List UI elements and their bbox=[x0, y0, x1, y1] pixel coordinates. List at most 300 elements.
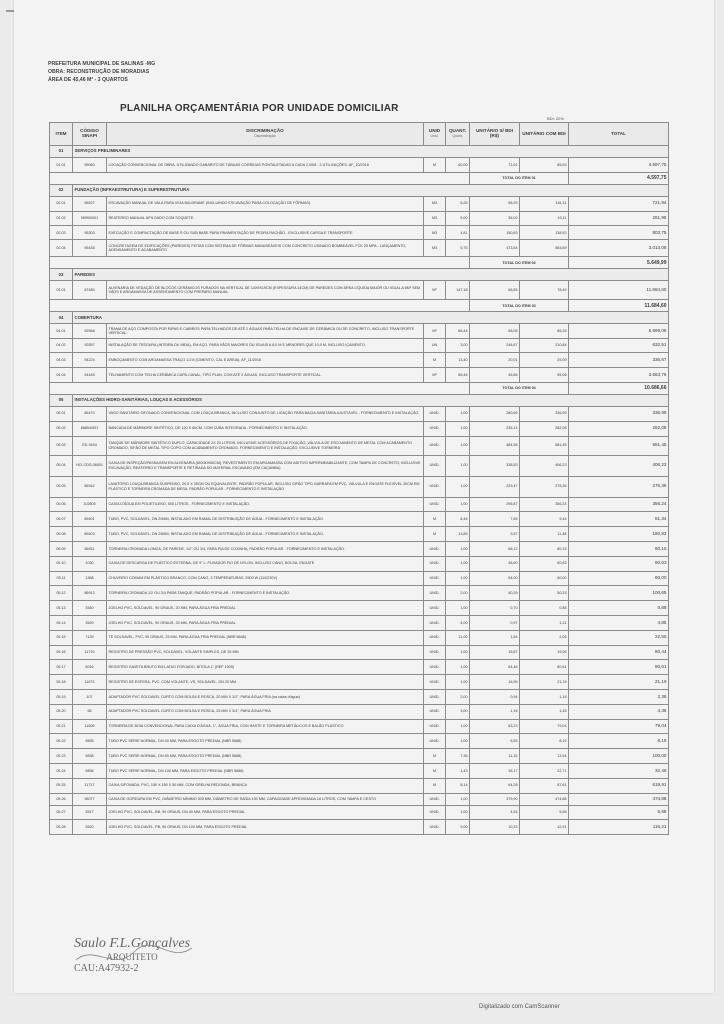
table-row bbox=[50, 749, 669, 764]
item-unit-price: 484,56 bbox=[470, 436, 520, 455]
section-row bbox=[50, 184, 669, 196]
item-description: LOCAÇÃO CONVENCIONAL DE OBRA, UTILIZANDO GABARITO DE TÁBUAS CORRIDAS PONTALETADAS A CADA 2,00M - 2 UTILIZAÇÕES. AF_10/2018 bbox=[107, 158, 424, 173]
total-spacer bbox=[50, 300, 470, 312]
item-quantity: 1,00 bbox=[446, 793, 470, 805]
section-total-value: 10.686,66 bbox=[569, 382, 669, 394]
item-number: 05.22 bbox=[50, 734, 73, 749]
item-unit-price-bdi: 1,45 bbox=[520, 704, 569, 719]
item-total: 60,63 bbox=[569, 556, 669, 571]
item-quantity: 66,44 bbox=[446, 367, 470, 382]
item-unit-price-bdi: 282,08 bbox=[520, 421, 569, 436]
item-number: 05.13 bbox=[50, 601, 73, 616]
sinapi-code: 87480 bbox=[73, 281, 107, 300]
item-unit-price-bdi: 5,68 bbox=[520, 805, 569, 820]
sinapi-code: 95435 bbox=[73, 240, 107, 257]
item-unit-price: 64,46 bbox=[470, 660, 520, 675]
item-number: 05.20 bbox=[50, 704, 73, 719]
section-total-row bbox=[50, 257, 669, 269]
item-quantity: 147,18 bbox=[446, 281, 470, 300]
item-unit-price-bdi: 0,88 bbox=[520, 601, 569, 616]
item-quantity: 3,00 bbox=[446, 339, 470, 353]
table-row bbox=[50, 226, 669, 240]
item-quantity: 1,00 bbox=[446, 556, 470, 571]
item-unit-price: 0,70 bbox=[470, 601, 520, 616]
item-description: JOELHO PVC, SOLDAVEL, 90 GRAUS, 20 MM, PARA ÁGUA FRIA PREDIAL bbox=[107, 601, 424, 616]
col-description: DISCRIMINAÇÃO Discriminação bbox=[107, 123, 424, 146]
item-number: 05.06 bbox=[50, 497, 73, 512]
signature-title: ARQUITETO bbox=[106, 952, 158, 962]
table-row bbox=[50, 158, 669, 173]
item-total: 406,23 bbox=[569, 455, 669, 476]
section-total-row bbox=[50, 172, 669, 184]
item-total: 581,45 bbox=[569, 436, 669, 455]
item-quantity: 7,36 bbox=[446, 749, 470, 764]
item-unit: UNID. bbox=[424, 406, 446, 421]
table-row bbox=[50, 541, 669, 556]
table-row bbox=[50, 704, 669, 719]
table-row bbox=[50, 211, 669, 226]
item-quantity: 1,43 bbox=[446, 763, 470, 778]
item-unit-price: 10,33 bbox=[470, 820, 520, 835]
header-municipality: PREFEITURA MUNICIPAL DE SALINAS -MG bbox=[48, 61, 156, 67]
item-number: 02.01 bbox=[50, 196, 73, 211]
item-unit-price: 229,47 bbox=[470, 476, 520, 497]
item-description: JOELHO PVC, SOLDAVEL, 90 GRAUS, 25 MM, PARA ÁGUA FRIA PREDIAL bbox=[107, 615, 424, 630]
item-unit-price-bdi: 86,26 bbox=[520, 324, 569, 339]
item-unit: UNID. bbox=[424, 820, 446, 835]
item-total: 4.597,75 bbox=[569, 158, 669, 173]
item-unit: UNID. bbox=[424, 734, 446, 749]
item-total: 474,88 bbox=[569, 793, 669, 805]
item-description: TUBO PVC SERIE NORMAL, DN 100 MM, PARA ESGOTO PREDIAL (NBR 5688) bbox=[107, 763, 424, 778]
item-total: 336,99 bbox=[569, 406, 669, 421]
item-quantity: 1,00 bbox=[446, 541, 470, 556]
table-row bbox=[50, 660, 669, 675]
item-number: 05.19 bbox=[50, 689, 73, 704]
item-unit: M² bbox=[424, 367, 446, 382]
item-unit-price-bdi: 25,09 bbox=[520, 353, 569, 368]
item-description: CAIXA DE GORDURA EM PVC, DIÂMETRO MÍNIMO 300 MM, DIÂMETRO DE SAÍDA 100 MM, CAPACIDADE APROXIMADA 18 LITROS, COM TAMPA E CESTO bbox=[107, 793, 424, 805]
item-quantity: 1,00 bbox=[446, 436, 470, 455]
col-unit-price-bdi: UNITÁRIO COM BDI bbox=[520, 123, 569, 146]
section-total-value: 5.649,99 bbox=[569, 257, 669, 269]
item-total: 619,91 bbox=[569, 778, 669, 793]
item-total: 100,65 bbox=[569, 586, 669, 601]
item-unit-price: 7,85 bbox=[470, 512, 520, 527]
item-number: 05.12 bbox=[50, 586, 73, 601]
sinapi-code: 1030 bbox=[73, 556, 107, 571]
item-description: TE SOLDAVEL, PVC, 90 GRAUS, 25 MM, PARA ÁGUA FRIA PREDIAL (NBR 5648) bbox=[107, 630, 424, 645]
sinapi-code: HCI-CDS-06001 bbox=[73, 455, 107, 476]
signature-name: Saulo F.L.Gonçalves bbox=[74, 936, 191, 951]
item-description: CAIXA SIFONADA, PVC, 150 X 150 X 50 MM, COM GRELHA REDONDA, BRANCA bbox=[107, 778, 424, 793]
item-unit: UNID. bbox=[424, 704, 446, 719]
item-unit-price: 235,14 bbox=[470, 421, 520, 436]
table-row bbox=[50, 630, 669, 645]
item-unit-price-bdi: 275,36 bbox=[520, 476, 569, 497]
item-description: TUBO PVC SERIE NORMAL, DN 40 MM, PARA ESGOTO PREDIAL (NBR 5688) bbox=[107, 734, 424, 749]
budget-body bbox=[50, 146, 669, 835]
table-row bbox=[50, 778, 669, 793]
item-unit-price-bdi: 21,19 bbox=[520, 675, 569, 690]
item-unit-price: 338,53 bbox=[470, 455, 520, 476]
item-number: 05.11 bbox=[50, 571, 73, 586]
item-total: 80,44 bbox=[569, 645, 669, 660]
sinapi-code: 94445 bbox=[73, 367, 107, 382]
item-unit: UNID. bbox=[424, 455, 446, 476]
item-unit-price: 66,12 bbox=[470, 541, 520, 556]
item-unit-price: 20,01 bbox=[470, 353, 520, 368]
item-unit: M bbox=[424, 763, 446, 778]
item-quantity: 5,00 bbox=[446, 211, 470, 226]
sinapi-code: 86942 bbox=[73, 476, 107, 497]
sinapi-code: 102605 bbox=[73, 497, 107, 512]
item-quantity: 1,00 bbox=[446, 805, 470, 820]
item-unit: UNID. bbox=[424, 719, 446, 734]
item-number: 02.04 bbox=[50, 240, 73, 257]
sinapi-code: 95303 bbox=[73, 226, 107, 240]
item-total: 5,68 bbox=[569, 805, 669, 820]
item-unit-price-bdi: 563,69 bbox=[520, 240, 569, 257]
item-unit-price-bdi: 356,24 bbox=[520, 497, 569, 512]
sinapi-code: 3529 bbox=[73, 615, 107, 630]
item-total: 3.663,76 bbox=[569, 367, 669, 382]
signature-cau: CAU:A47932-2 bbox=[74, 963, 139, 974]
sinapi-code: 99060 bbox=[73, 158, 107, 173]
table-row bbox=[50, 820, 669, 835]
item-quantity: 9,00 bbox=[446, 820, 470, 835]
item-quantity: 1,00 bbox=[446, 497, 470, 512]
item-description: TORNEIRA CROMADA 1/2 OU 3/4 PARA TANQUE, PADRÃO POPULAR - FORNECIMENTO E INSTALAÇÃO. bbox=[107, 586, 424, 601]
item-unit-price-bdi: 210,84 bbox=[520, 339, 569, 353]
item-total: 803,75 bbox=[569, 226, 669, 240]
item-quantity: 1,00 bbox=[446, 645, 470, 660]
item-total: 100,00 bbox=[569, 749, 669, 764]
item-total: 282,08 bbox=[569, 421, 669, 436]
section-title: INSTALAÇÕES HIDRO-SANITÁRIAS, LOUÇAS E ACESSÓRIOS bbox=[73, 394, 669, 406]
item-unit-price: 16,95 bbox=[470, 675, 520, 690]
item-number: 04.02 bbox=[50, 339, 73, 353]
item-unit-price-bdi: 138,92 bbox=[520, 226, 569, 240]
table-row bbox=[50, 455, 669, 476]
section-total-label: TOTAL DO ITEM 03 bbox=[470, 300, 569, 312]
sinapi-code: 86470 bbox=[73, 406, 107, 421]
item-quantity: 4,00 bbox=[446, 615, 470, 630]
item-description: TORNEIRA DE BOIA CONVENCIONAL PARA CAIXA D'ÁGUA, 1", ÁGUA FRIA, COM HASTE E TORNEIRA METÁLICOS E BALÃO PLÁSTICO bbox=[107, 719, 424, 734]
section-total-row bbox=[50, 300, 669, 312]
section-number: 04 bbox=[50, 312, 73, 324]
item-number: 05.07 bbox=[50, 512, 73, 527]
item-total: 160,83 bbox=[569, 527, 669, 542]
item-quantity: 8,14 bbox=[446, 778, 470, 793]
header-area: ÁREA DE 45,46 M² - 3 QUARTOS bbox=[48, 77, 128, 83]
sinapi-code: 89403 bbox=[73, 527, 107, 542]
bdi-label: BDI: 20% bbox=[547, 116, 564, 121]
table-row bbox=[50, 601, 669, 616]
sinapi-code: 96527 bbox=[73, 196, 107, 211]
item-quantity: 5,75 bbox=[446, 240, 470, 257]
item-unit-price: 54,00 bbox=[470, 571, 520, 586]
item-description: ADAPTADOR PVC SOLDAVEL CURTO COM BOLSA E ROSCA, 25 MM X 3/4", PARA ÁGUA FRIA bbox=[107, 704, 424, 719]
item-description: ESCAVAÇÃO MANUAL DE VALA PARA VIGA BALDRAME (INCLUINDO ESCAVAÇÃO PARA COLOCAÇÃO DE FÔRMAS). bbox=[107, 196, 424, 211]
item-unit: M3 bbox=[424, 196, 446, 211]
item-number: 05.03 bbox=[50, 436, 73, 455]
item-unit-price: 150,83 bbox=[470, 226, 520, 240]
item-description: TANQUE DE MÁRMORE SINTÉTICO DUPLO, CAPACIDADE 2X 20 LITROS, INCLUSIVE ACESSÓRIOS DE FIXAÇÃO, VÁLVULA DE ESCOAMENTO DE METAL COM ACABAMENTO CROMADO, SIFÃO DE METAL TIPO COPO COM ACABAMENTO CROMADO, FORNECIMENTO E INSTALAÇÃO, EXCLUSIVE TORNEIRA bbox=[107, 436, 424, 455]
item-total: 3.013,08 bbox=[569, 240, 669, 257]
item-unit: UNID. bbox=[424, 436, 446, 455]
item-description: JOELHO PVC, SOLDAVEL, BB, 90 GRAUS, DN 40 MM, PARA ESGOTO PREDIAL bbox=[107, 805, 424, 820]
item-description: TORNEIRA CROMADA LONGA, DE PAREDE, 1/2" OU 3/4, PARA PIA DE COZINHA, PADRÃO POPULAR - FORNECIMENTO E INSTALAÇÃO. bbox=[107, 541, 424, 556]
sinapi-code: 3517 bbox=[73, 805, 107, 820]
sinapi-code: 7139 bbox=[73, 630, 107, 645]
item-number: 04.01 bbox=[50, 324, 73, 339]
item-unit: UNID. bbox=[424, 497, 446, 512]
section-row bbox=[50, 312, 669, 324]
item-unit: M3 bbox=[424, 240, 446, 257]
sinapi-code: 11719 bbox=[73, 645, 107, 660]
architect-signature bbox=[74, 936, 190, 974]
item-unit-price-bdi: 50,33 bbox=[520, 586, 569, 601]
item-unit-price: 96,93 bbox=[470, 196, 520, 211]
table-header-row bbox=[50, 123, 669, 146]
item-description: TUBO, PVC, SOLDÁVEL, DN 20MM, INSTALADO EM RAMAL DE DISTRIBUIÇÃO DE ÁGUA - FORNECIMENTO E INSTALAÇÃO. bbox=[107, 512, 424, 527]
table-row bbox=[50, 734, 669, 749]
item-unit: UNID. bbox=[424, 556, 446, 571]
item-total: 22,55 bbox=[569, 630, 669, 645]
item-unit-price-bdi: 80,15 bbox=[520, 541, 569, 556]
item-unit-price: 6,55 bbox=[470, 734, 520, 749]
item-unit: UNID. bbox=[424, 541, 446, 556]
item-unit-price-bdi: 12,91 bbox=[520, 820, 569, 835]
item-quantity: 6,25 bbox=[446, 196, 470, 211]
item-unit: M3 bbox=[424, 226, 446, 240]
item-unit: UNID. bbox=[424, 630, 446, 645]
item-quantity: 2,00 bbox=[446, 586, 470, 601]
table-row bbox=[50, 196, 669, 211]
item-quantity: 1,00 bbox=[446, 476, 470, 497]
item-total: 5.569,06 bbox=[569, 324, 669, 339]
item-unit: UN bbox=[424, 339, 446, 353]
item-total: 275,36 bbox=[569, 476, 669, 497]
item-unit-price: 280,66 bbox=[470, 406, 520, 421]
table-row bbox=[50, 689, 669, 704]
item-quantity: 3,00 bbox=[446, 704, 470, 719]
item-number: 02.02 bbox=[50, 211, 73, 226]
section-number: 03 bbox=[50, 269, 73, 281]
item-unit: UNID. bbox=[424, 675, 446, 690]
item-unit: UNID. bbox=[424, 586, 446, 601]
item-unit-price: 1,16 bbox=[470, 704, 520, 719]
section-title: FUNDAÇÃO (INFRAESTRUTURA) E SUPERESTRUTURA bbox=[73, 184, 669, 196]
section-row bbox=[50, 394, 669, 406]
item-number: 05.21 bbox=[50, 719, 73, 734]
item-unit-price-bdi: 2,05 bbox=[520, 630, 569, 645]
item-unit: M² bbox=[424, 281, 446, 300]
item-unit-price: 71,61 bbox=[470, 158, 520, 173]
item-description: LAVATÓRIO LOUÇA BRANCA SUSPENSO, 29,5 X 39CM OU EQUIVALENTE, PADRÃO POPULAR, INCLUSO SIFÃO TIPO GARRAFA EM PVC, VÁLVULA E ENGATE FLEXÍVEL 30CM EM PLÁSTICO E TORNEIRA CROMADA DE MESA, PADRÃO POPULAR - FORNECIMENTO E INSTALAÇÃO bbox=[107, 476, 424, 497]
item-unit-price-bdi: 22,71 bbox=[520, 763, 569, 778]
item-number: 05.17 bbox=[50, 660, 73, 675]
section-number: 05 bbox=[50, 394, 73, 406]
sinapi-code: 86911 bbox=[73, 541, 107, 556]
item-quantity: 1,00 bbox=[446, 571, 470, 586]
table-row bbox=[50, 324, 669, 339]
table-row bbox=[50, 339, 669, 353]
section-total-label: TOTAL DO ITEM 01 bbox=[470, 172, 569, 184]
item-description: TUBO PVC SERIE NORMAL, DN 50 MM, PARA ESGOTO PREDIAL (NBR 5688) bbox=[107, 749, 424, 764]
item-total: 80,15 bbox=[569, 541, 669, 556]
item-total: 336,67 bbox=[569, 353, 669, 368]
item-quantity: 13,89 bbox=[446, 527, 470, 542]
item-quantity: 1,00 bbox=[446, 719, 470, 734]
item-description: CAIXA D'ÁGUA EM POLIETILENO, 500 LITROS - FORNECIMENTO E INSTALAÇÃO. bbox=[107, 497, 424, 512]
item-description: BANCADA DE MÁRMORE SINTÉTICO, DE 120 X 60CM, COM CUBA INTEGRADA - FORNECIMENTO E INSTALAÇÃO. bbox=[107, 421, 424, 436]
item-quantity: 1,00 bbox=[446, 601, 470, 616]
item-unit-price: 48,60 bbox=[470, 556, 520, 571]
page-title: PLANILHA ORÇAMENTÁRIA POR UNIDADE DOMICILIAR bbox=[120, 103, 399, 114]
table-row bbox=[50, 645, 669, 660]
item-total: 2,36 bbox=[569, 689, 669, 704]
item-number: 05.27 bbox=[50, 805, 73, 820]
item-unit: M bbox=[424, 512, 446, 527]
total-spacer bbox=[50, 382, 470, 394]
item-description: JOELHO PVC, SOLDAVEL, PB, 90 GRAUS, DN 100 MM, PARA ESGOTO PREDIAL bbox=[107, 820, 424, 835]
item-total: 0,88 bbox=[569, 601, 669, 616]
item-unit-price: 45,86 bbox=[470, 367, 520, 382]
table-row bbox=[50, 240, 669, 257]
item-number: 04.04 bbox=[50, 367, 73, 382]
item-unit: UNID. bbox=[424, 689, 446, 704]
item-unit-price: 4,54 bbox=[470, 805, 520, 820]
item-unit-price: 9,57 bbox=[470, 527, 520, 542]
section-number: 02 bbox=[50, 184, 73, 196]
item-number: 04.03 bbox=[50, 353, 73, 368]
item-quantity: 1,00 bbox=[446, 675, 470, 690]
item-number: 05.26 bbox=[50, 793, 73, 805]
sinapi-code: 6016 bbox=[73, 660, 107, 675]
item-number: 05.10 bbox=[50, 556, 73, 571]
item-unit-price-bdi: 8,19 bbox=[520, 734, 569, 749]
item-quantity: 4,81 bbox=[446, 226, 470, 240]
item-unit-price-bdi: 60,63 bbox=[520, 556, 569, 571]
item-unit: UNID. bbox=[424, 601, 446, 616]
item-unit: UNID. bbox=[424, 571, 446, 586]
item-number: 05.25 bbox=[50, 778, 73, 793]
sinapi-code: 9838 bbox=[73, 749, 107, 764]
table-row bbox=[50, 675, 669, 690]
item-unit-price: 1,64 bbox=[470, 630, 520, 645]
item-unit-price-bdi: 13,94 bbox=[520, 749, 569, 764]
item-description: TUBO, PVC, SOLDÁVEL, DN 25MM, INSTALADO EM RAMAL DE DISTRIBUIÇÃO DE ÁGUA - FORNECIMENTO E INSTALAÇÃO. bbox=[107, 527, 424, 542]
header-project: OBRA: RECONSTRUÇÃO DE MORADIAS bbox=[48, 69, 150, 75]
item-unit-price: 40,29 bbox=[470, 586, 520, 601]
item-total: 4,36 bbox=[569, 704, 669, 719]
sinapi-code: 96995/001 bbox=[73, 211, 107, 226]
table-row bbox=[50, 805, 669, 820]
item-description: EXECUÇÃO E COMPACTAÇÃO DE BASE E OU SUB BASE PARA PAVIMENTAÇÃO DE PEDRA RACHÃO - EXCLUSIVE CARGA E TRANSPORTE bbox=[107, 226, 424, 240]
item-unit: UNID. bbox=[424, 793, 446, 805]
item-total: 116,21 bbox=[569, 820, 669, 835]
item-unit: M² bbox=[424, 324, 446, 339]
col-total: TOTAL bbox=[569, 123, 669, 146]
section-title: COBERTURA bbox=[73, 312, 669, 324]
item-unit: M bbox=[424, 527, 446, 542]
item-description: CHUVEIRO COMUM EM PLÁSTICO BRANCO, COM CANO, 3 TEMPERATURAS, 5500 W (110/220V) bbox=[107, 571, 424, 586]
sinapi-code: 3520 bbox=[73, 820, 107, 835]
document-header bbox=[48, 60, 155, 84]
item-unit: UNID. bbox=[424, 476, 446, 497]
item-total: 32,48 bbox=[569, 763, 669, 778]
section-total-row bbox=[50, 382, 669, 394]
item-number: 05.02 bbox=[50, 421, 73, 436]
sinapi-code: 3540 bbox=[73, 601, 107, 616]
sinapi-code: 92557 bbox=[73, 339, 107, 353]
item-unit: M bbox=[424, 158, 446, 173]
section-total-value: 11.684,60 bbox=[569, 300, 669, 312]
item-number: 03.01 bbox=[50, 281, 73, 300]
item-quantity: 13,40 bbox=[446, 353, 470, 368]
item-number: 05.28 bbox=[50, 820, 73, 835]
sinapi-code: 9836 bbox=[73, 763, 107, 778]
section-total-label: TOTAL DO ITEM 02 bbox=[470, 257, 569, 269]
item-unit: UNID. bbox=[424, 805, 446, 820]
item-number: 05.18 bbox=[50, 675, 73, 690]
item-description: VASO SANITÁRIO SIFONADO CONVENCIONAL COM LOUÇA BRANCA, INCLUSO CONJUNTO DE LIGAÇÃO PARA BACIA SANITÁRIA AJUSTÁVEL - FORNECIMENTO E INSTALAÇÃO. bbox=[107, 406, 424, 421]
item-unit-price: 15,87 bbox=[470, 645, 520, 660]
item-unit-price: 36,02 bbox=[470, 211, 520, 226]
total-spacer bbox=[50, 172, 470, 184]
item-unit: M bbox=[424, 778, 446, 793]
sinapi-code: 94224 bbox=[73, 353, 107, 368]
sinapi-code: 89401 bbox=[73, 512, 107, 527]
item-description: TRAMA DE AÇO COMPOSTA POR RIPAS E CAIBROS PARA TELHADOS DE ATÉ 2 ÁGUAS PARA TELHA DE ENCAIXE DE CERÂMICA OU DE CONCRETO, INCLUSO TRANSPORTE VERTICAL. bbox=[107, 324, 424, 339]
item-unit-price-bdi: 43,11 bbox=[520, 211, 569, 226]
item-description: EMBOÇAMENTO COM ARGAMASSA TRAÇO 1:2:8 (CIMENTO, CAL E AREIA). AF_11/2016 bbox=[107, 353, 424, 368]
sinapi-code: 1368 bbox=[73, 571, 107, 586]
item-number: 02.03 bbox=[50, 226, 73, 240]
item-total: 60,00 bbox=[569, 571, 669, 586]
table-row bbox=[50, 421, 669, 436]
item-number: 05.23 bbox=[50, 749, 73, 764]
item-unit-price: 379,90 bbox=[470, 793, 520, 805]
item-unit-price-bdi: 55,06 bbox=[520, 367, 569, 382]
col-item: ITEM bbox=[50, 123, 73, 146]
item-number: 05.24 bbox=[50, 763, 73, 778]
item-unit-price-bdi: 79,04 bbox=[520, 719, 569, 734]
section-title: SERVIÇOS PRELIMINARES bbox=[73, 146, 669, 158]
item-description: REGISTRO DE PRESSÃO PVC, SOLDÁVEL, VOLANTE SIMPLES, DE 25 MM bbox=[107, 645, 424, 660]
item-unit-price-bdi: 11,48 bbox=[520, 527, 569, 542]
item-quantity: 1,00 bbox=[446, 421, 470, 436]
item-number: 05.15 bbox=[50, 630, 73, 645]
item-description: ADAPTADOR PVC SOLDAVEL CURTO COM BOLSA E ROSCA, 20 MM X 1/2", PARA ÁGUA FRIA (na caixa d'água) bbox=[107, 689, 424, 704]
section-row bbox=[50, 146, 669, 158]
col-unit-price: UNITÁRIO S/ BDI (R$) bbox=[470, 123, 520, 146]
item-quantity: 1,00 bbox=[446, 455, 470, 476]
item-unit-price: 473,54 bbox=[470, 240, 520, 257]
table-row bbox=[50, 527, 669, 542]
item-total: 81,34 bbox=[569, 512, 669, 527]
section-title: PAREDES bbox=[73, 269, 669, 281]
item-unit-price: 66,85 bbox=[470, 281, 520, 300]
table-row bbox=[50, 763, 669, 778]
item-quantity: 1,00 bbox=[446, 660, 470, 675]
section-total-label: TOTAL DO ITEM 04 bbox=[470, 382, 569, 394]
table-row bbox=[50, 436, 669, 455]
item-unit: UNID. bbox=[424, 615, 446, 630]
item-unit-price-bdi: 85,93 bbox=[520, 158, 569, 173]
